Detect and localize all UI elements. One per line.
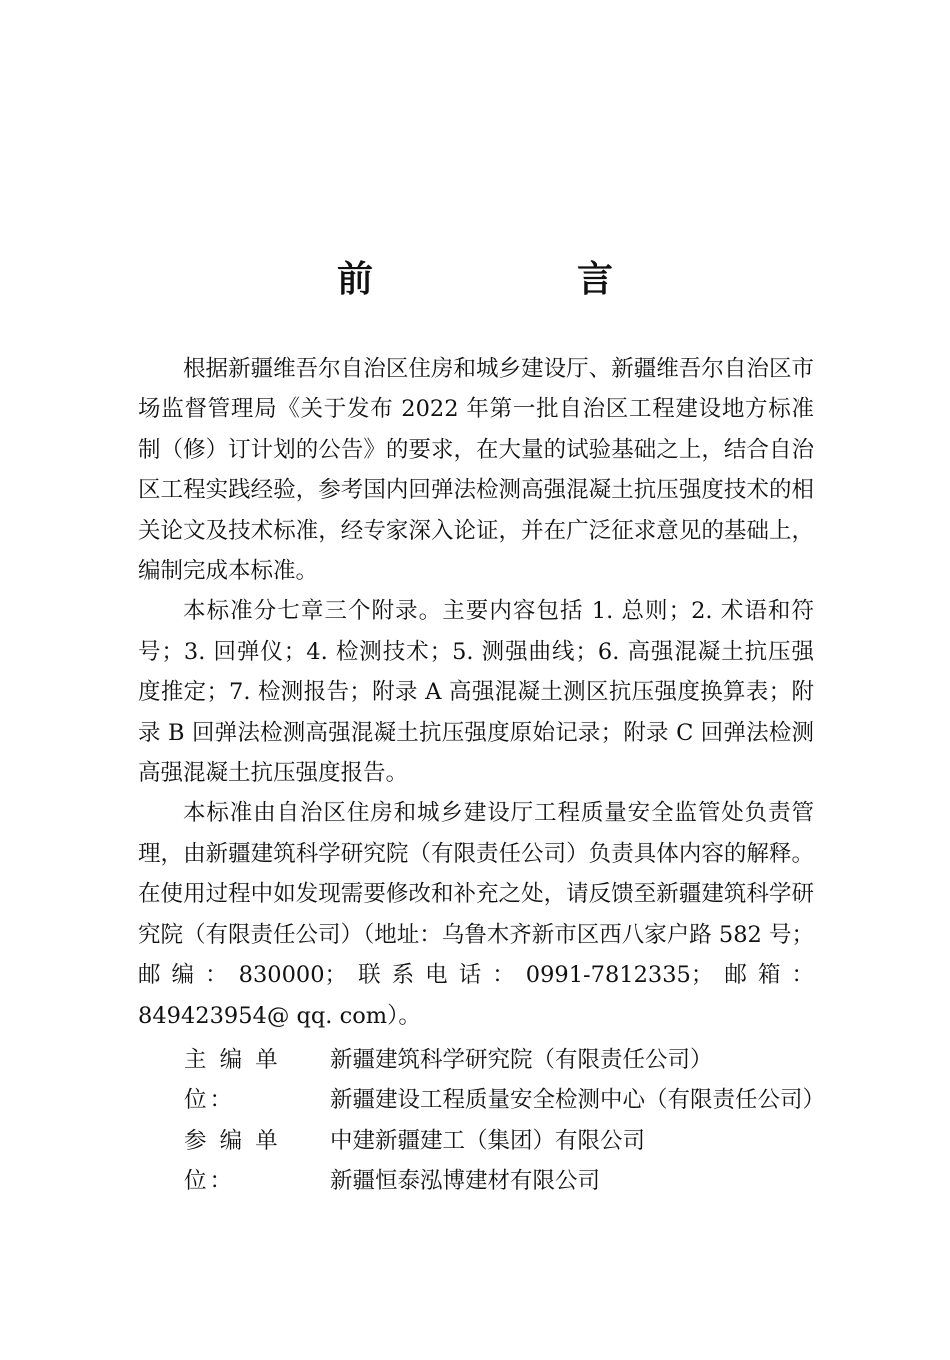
preface-body (138, 349, 826, 1202)
page-title: 前 言 (336, 259, 697, 300)
credit-label: 参 编 单 位： (184, 1127, 281, 1195)
credit-row-participating (138, 1121, 814, 1202)
credit-org: 新疆恒泰泓博建材有限公司 (330, 1168, 601, 1195)
credit-values (330, 1040, 826, 1121)
credit-row-chief-editor (138, 1040, 826, 1121)
credit-org: 新疆建筑科学研究院（有限责任公司） (330, 1046, 713, 1073)
credits (138, 1040, 826, 1202)
credit-label: 主 编 单 位： (184, 1046, 281, 1114)
credit-org: 中建新疆建工（集团）有限公司 (330, 1127, 646, 1154)
paragraph-management: 本标准由自治区住房和城乡建设厅工程质量安全监管处负责管理，由新疆建筑科学研究院（有限责任公司）负责具体内容的解释。在使用过程中如发现需要修改和补充之处，请反馈至新疆建筑科学研究院（有限责任公司）（地址：乌鲁木齐新市区西八家户路 582 号；邮编：830000；联系电话：0991-7812335；邮箱：849423954@ qq. com）。 (138, 800, 815, 1029)
paragraph-contents: 本标准分七章三个附录。主要内容包括 1. 总则；2. 术语和符号；3. 回弹仪；4. 检测技术；5. 测强曲线；6. 高强混凝土抗压强度推定；7. 检测报告；附录 A 高强混凝土测区抗压强度换算表；附录 B 回弹法检测高强混凝土抗压强度原始记录；附录 C 回弹法检测高强混凝土抗压强度报告。 (138, 598, 814, 787)
paragraph-background: 根据新疆维吾尔自治区住房和城乡建设厅、新疆维吾尔自治区市场监督管理局《关于发布 2022 年第一批自治区工程建设地方标准制（修）订计划的公告》的要求，在大量的试验基础之上，结合自治区工程实践经验，参考国内回弹法检测高强混凝土抗压强度技术的相关论文及技术标准，经专家深入论证，并在广泛征求意见的基础上，编制完成本标准。 (138, 356, 814, 585)
credit-values (330, 1121, 814, 1202)
credit-org: 新疆建设工程质量安全检测中心（有限责任公司） (330, 1087, 826, 1114)
